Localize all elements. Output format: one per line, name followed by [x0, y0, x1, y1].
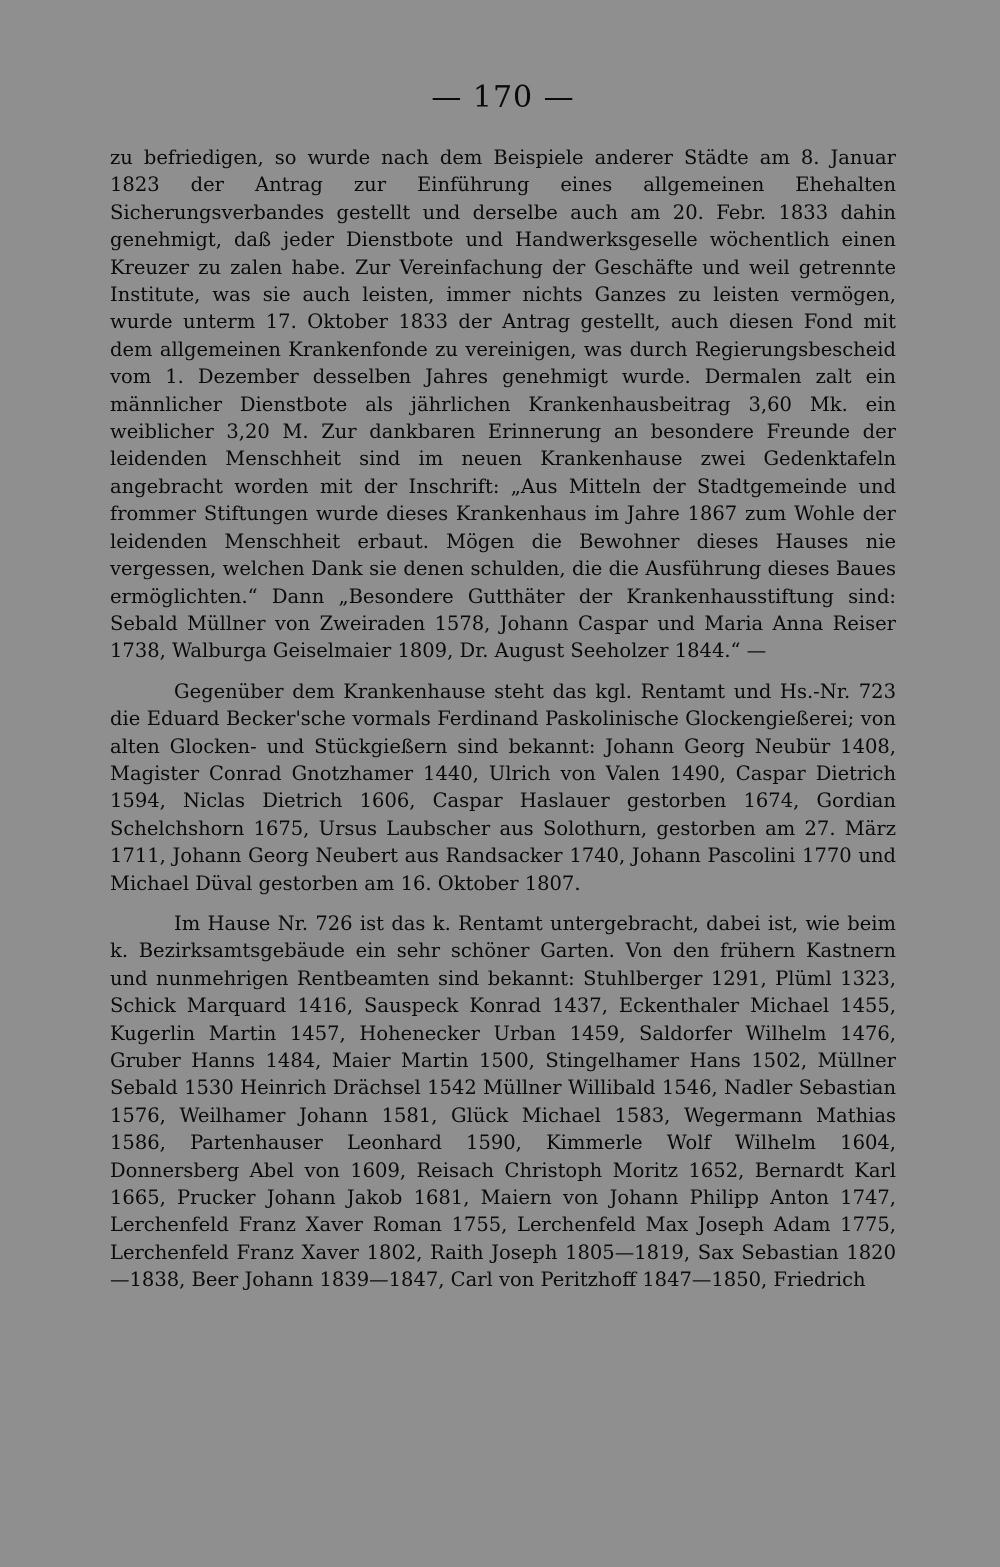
page-number: — 170 —	[431, 80, 575, 115]
book-page	[110, 78, 896, 1294]
paragraph-rentamt: Im Hause Nr. 726 ist das k. Rentamt untergebracht, dabei ist, wie beim k. Bezirksamtsgebäude ein sehr schöner Garten. Von den frühern Kastnern und nunmehrigen Rentbeamten sind bekannt: Stuhlberger 1291, Plüml 1323, Schick Marquard 1416, Sauspeck Konrad 1437, Eckenthaler Michael 1455, Kugerlin Martin 1457, Hohenecker Urban 1459, Saldorfer Wilhelm 1476, Gruber Hanns 1484, Maier Martin 1500, Stingelhamer Hans 1502, Müllner Sebald 1530 Heinrich Drächsel 1542 Müllner Willibald 1546, Nadler Sebastian 1576, Weilhamer Johann 1581, Glück Michael 1583, Wegermann Mathias 1586, Partenhauser Leonhard 1590, Kimmerle Wolf Wilhelm 1604, Donnersberg Abel von 1609, Reisach Christoph Moritz 1652, Bernardt Karl 1665, Prucker Johann Jakob 1681, Maiern von Johann Philipp Anton 1747, Lerchenfeld Franz Xaver Roman 1755, Lerchenfeld Max Joseph Adam 1775, Lerchenfeld Franz Xaver 1802, Raith Joseph 1805—1819, Sax Sebastian 1820—1838, Beer Johann 1839—1847, Carl von Peritzhoff 1847—1850, Friedrich	[110, 911, 896, 1292]
paragraph-hospital-fund: zu befriedigen, so wurde nach dem Beispiele anderer Städte am 8. Januar 1823 der Antrag zur Einführung eines allgemeinen Ehehalten Sicherungsverbandes gestellt und derselbe auch am 20. Febr. 1833 dahin genehmigt, daß jeder Dienstbote und Handwerksgeselle wöchentlich einen Kreuzer zu zalen habe. Zur Vereinfachung der Geschäfte und weil getrennte Institute, was sie auch leisten, immer nichts Ganzes zu leisten vermögen, wurde unterm 17. Oktober 1833 der Antrag gestellt, auch diesen Fond mit dem allgemeinen Krankenfonde zu vereinigen, was durch Regierungsbescheid vom 1. Dezember desselben Jahres genehmigt wurde. Dermalen zalt ein männlicher Dienstbote als jährlichen Krankenhausbeitrag 3,60 Mk. ein weiblicher 3,20 M. Zur dankbaren Erinnerung an besondere Freunde der leidenden Menschheit sind im neuen Krankenhause zwei Gedenktafeln angebracht worden mit der Inschrift: „Aus Mitteln der Stadtgemeinde und frommer Stiftungen wurde dieses Krankenhaus im Jahre 1867 zum Wohle der leidenden Menschheit erbaut. Mögen die Bewohner dieses Hauses nie vergessen, welchen Dank sie denen schulden, die die Ausführung dieses Baues ermöglichten.“ Dann „Besondere Gutthäter der Krankenhausstiftung sind: Sebald Müllner von Zweiraden 1578, Johann Caspar und Maria Anna Reiser 1738, Walburga Geiselmaier 1809, Dr. August Seeholzer 1844.“ —	[110, 146, 896, 663]
paragraph-bell-foundry: Gegenüber dem Krankenhause steht das kgl. Rentamt und Hs.-Nr. 723 die Eduard Becker'sche vormals Ferdinand Paskolinische Glockengießerei; von alten Glocken- und Stückgießern sind bekannt: Johann Georg Neubür 1408, Magister Conrad Gnotzhamer 1440, Ulrich von Valen 1490, Caspar Dietrich 1594, Niclas Dietrich 1606, Caspar Haslauer gestorben 1674, Gordian Schelchshorn 1675, Ursus Laubscher aus Solothurn, gestorben am 27. März 1711, Johann Georg Neubert aus Randsacker 1740, Johann Pascolini 1770 und Michael Düval gestorben am 16. Oktober 1807.	[110, 679, 896, 895]
